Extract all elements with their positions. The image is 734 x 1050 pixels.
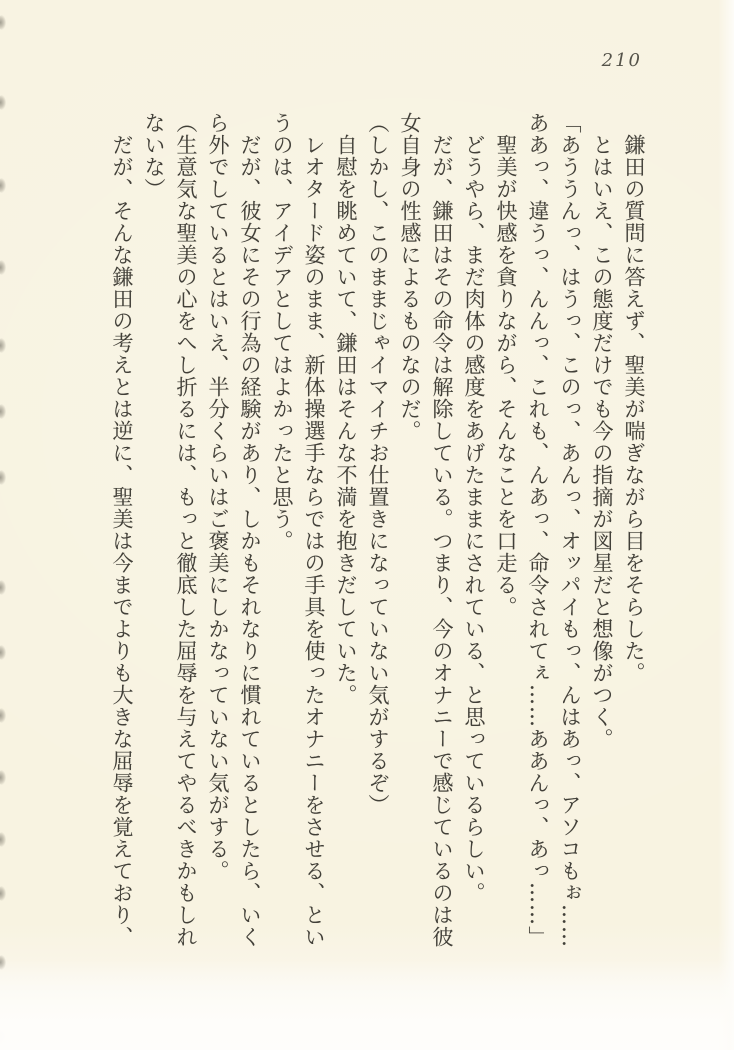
paragraph: だが、彼女にその行為の経験があり、しかもそれなりに慣れているとしたら、いくら外でしているとはいえ、半分くらいはご褒美にしかなっていない気がする。 [206, 112, 262, 948]
page-edge-mark [0, 338, 6, 353]
page-edge-mark [0, 470, 6, 485]
paragraph: 自慰を眺めていて、鎌田はそんな不満を抱きだしていた。 [334, 134, 358, 706]
paragraph: どうやら、まだ肉体の感度をあげたままにされている、と思っているらしい。 [462, 134, 486, 904]
paragraph: とはいえ、この態度だけでも今の指摘が図星だと想像がつく。 [590, 134, 614, 750]
body-text [106, 112, 650, 953]
page-edge-mark [0, 708, 6, 723]
paragraph: だが、鎌田はその命令は解除している。つまり、今のオナニーで感じているのは彼女自身の性感によるものなのだ。 [398, 112, 454, 948]
scan-fade-right [718, 0, 734, 1050]
page-edge-mark [0, 260, 6, 275]
page-edge-mark [0, 404, 6, 419]
page-edge-mark [0, 95, 6, 110]
paragraph-thought: （しかし、このままじゃイマイチお仕置きになっていない気がするぞ） [366, 112, 390, 816]
page-number: 210 [601, 50, 642, 71]
page-edge-mark [0, 886, 6, 901]
paragraph-dialogue: 「あううんっ、はうっ、このっ、あんっ、オッパイもっ、んはあっ、アソコもぉ……ああっ、違うっ、んんっ、これも、んあっ、命令されてぇ……ああんっ、あっ……」 [526, 112, 582, 948]
paragraph-thought: （生意気な聖美の心をへし折るには、もっと徹底した屈辱を与えてやるべきかもしれないな） [142, 112, 198, 948]
scan-fade-bottom [0, 960, 734, 1050]
page-edge-mark [0, 1030, 6, 1045]
page-edge-mark [0, 770, 6, 785]
page-edge-mark [0, 832, 6, 847]
page-edge-mark [0, 580, 6, 595]
paragraph: 聖美が快感を貪りながら、そんなことを口走る。 [494, 134, 518, 618]
paragraph: だが、そんな鎌田の考えとは逆に、聖美は今までよりも大きな屈辱を覚えており、 [110, 134, 134, 948]
page-edge-mark [0, 15, 6, 30]
page-edge-mark [0, 645, 6, 660]
paragraph: レオタード姿のまま、新体操選手ならではの手具を使ったオナニーをさせる、というのは、アイデアとしてはよかったと思う。 [270, 112, 326, 948]
page-edge-mark [0, 955, 6, 970]
paragraph: 鎌田の質問に答えず、聖美が喘ぎながら目をそらした。 [622, 134, 646, 684]
page-edge-mark [0, 178, 6, 193]
